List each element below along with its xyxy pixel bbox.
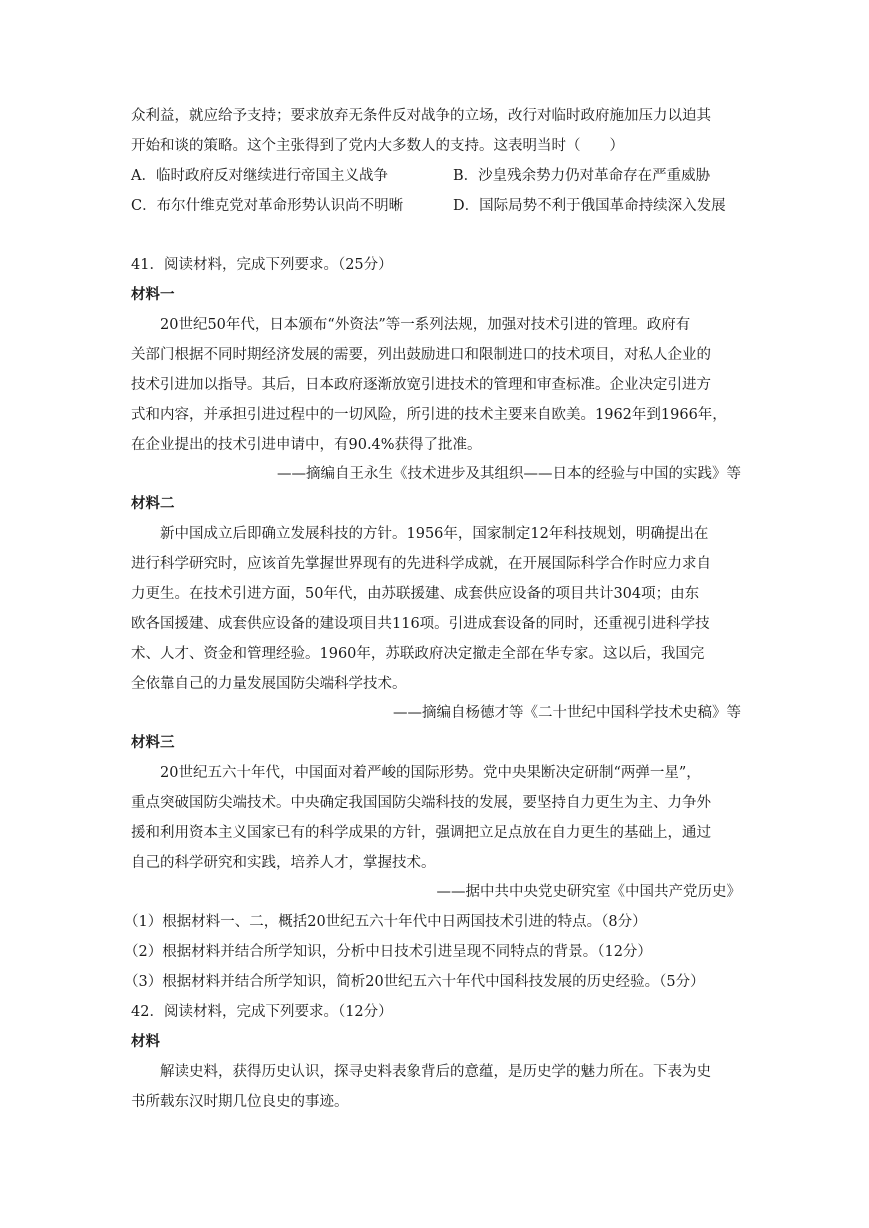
q41-subquestion-2: （2）根据材料并结合所学知识，分析中日技术引进呈现不同特点的背景。（12分）: [124, 944, 652, 960]
q41-material-2-line-1: 新中国成立后即确立发展科技的方针。1956年，国家制定12年科技规划，明确提出在: [160, 526, 709, 542]
q42-title: 42．阅读材料，完成下列要求。（12分）: [131, 1004, 393, 1020]
q41-material-2-line-5: 术、人才、资金和管理经验。1960年，苏联政府决定撤走全部在华专家。这以后，我国完: [131, 646, 705, 662]
q42-material-line-2: 书所载东汉时期几位良史的事迹。: [131, 1094, 349, 1110]
q40-option-d: D．国际局势不利于俄国革命持续深入发展: [453, 198, 726, 214]
q41-material-2-line-6: 全依靠自己的力量发展国防尖端科学技术。: [131, 676, 407, 692]
q41-material-1-line-1: 20世纪50年代，日本颁布“外资法”等一系列法规，加强对技术引进的管理。政府有: [160, 317, 691, 333]
q41-material-1-source: ——摘编自王永生《技术进步及其组织——日本的经验与中国的实践》等: [277, 466, 741, 482]
q41-subquestion-3: （3）根据材料并结合所学知识，简析20世纪五六十年代中国科技发展的历史经验。（5分）: [124, 974, 705, 990]
q41-title: 41．阅读材料，完成下列要求。（25分）: [131, 257, 393, 273]
q41-material-1-line-3: 技术引进加以指导。其后，日本政府逐渐放宽引进技术的管理和审查标准。企业决定引进方: [131, 377, 711, 393]
q41-material-3-line-3: 援和利用资本主义国家已有的科学成果的方针，强调把立足点放在自力更生的基础上，通过: [131, 825, 711, 841]
q42-material-heading: 材料: [131, 1034, 160, 1050]
q41-material-1-line-2: 关部门根据不同时期经济发展的需要，列出鼓励进口和限制进口的技术项目，对私人企业的: [131, 347, 711, 363]
q41-material-3-source: ——据中共中央党史研究室《中国共产党历史》: [436, 884, 741, 900]
q40-text-line-2: 开始和谈的策略。这个主张得到了党内大多数人的支持。这表明当时（ ）: [131, 138, 624, 154]
q41-material-2-source: ——摘编自杨德才等《二十世纪中国科学技术史稿》等: [393, 705, 741, 721]
q40-text-line-1: 众利益，就应给予支持；要求放弃无条件反对战争的立场，改行对临时政府施加压力以迫其: [131, 108, 711, 124]
q41-material-1-line-4: 式和内容，并承担引进过程中的一切风险，所引进的技术主要来自欧美。1962年到1966年，: [131, 407, 727, 423]
q41-material-1-line-5: 在企业提出的技术引进申请中，有90.4%获得了批准。: [131, 437, 482, 453]
q41-material-2-line-2: 进行科学研究时，应该首先掌握世界现有的先进科学成就，在开展国际科学合作时应力求自: [131, 556, 711, 572]
q41-material-3-heading: 材料三: [131, 735, 175, 751]
q41-material-2-heading: 材料二: [131, 496, 175, 512]
q41-material-3-line-2: 重点突破国防尖端技术。中央确定我国国防尖端科技的发展，要坚持自力更生为主、力争外: [131, 795, 711, 811]
q40-option-c: C．布尔什维克党对革命形势认识尚不明晰: [131, 198, 404, 214]
q42-material-line-1: 解读史料，获得历史认识，探寻史料表象背后的意蕴，是历史学的魅力所在。下表为史: [160, 1064, 711, 1080]
q41-material-1-heading: 材料一: [131, 287, 175, 303]
q41-subquestion-1: （1）根据材料一、二，概括20世纪五六十年代中日两国技术引进的特点。（8分）: [124, 914, 647, 930]
q41-material-2-line-3: 力更生。在技术引进方面，50年代，由苏联援建、成套供应设备的项目共计304项；由东: [131, 586, 700, 602]
q41-material-3-line-4: 自己的科学研究和实践，培养人才，掌握技术。: [131, 855, 436, 871]
q41-material-2-line-4: 欧各国援建、成套供应设备的建设项目共116项。引进成套设备的同时，还重视引进科学技: [131, 616, 710, 632]
q40-option-b: B．沙皇残余势力仍对革命存在严重威胁: [453, 168, 711, 184]
q41-material-3-line-1: 20世纪五六十年代，中国面对着严峻的国际形势。党中央果断决定研制“两弹一星”，: [160, 765, 701, 781]
q40-option-a: A．临时政府反对继续进行帝国主义战争: [131, 168, 388, 184]
